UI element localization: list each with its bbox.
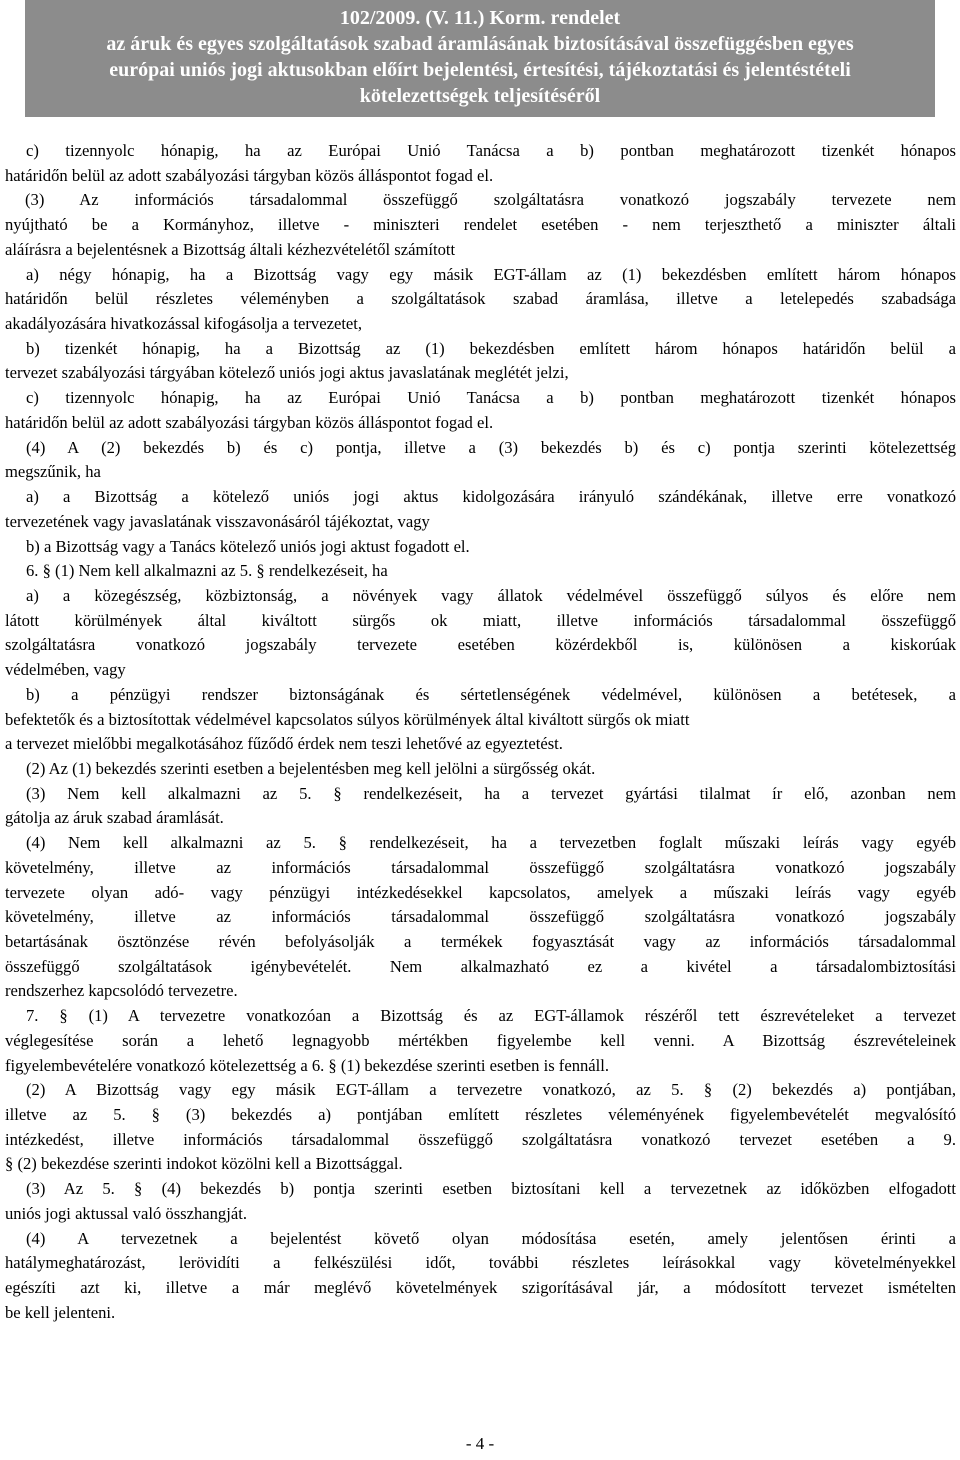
text-line: illetve az 5. § (3) bekezdés a) pontjában említett részletes véleményének figyelembevételét megvalósító [5, 1105, 956, 1125]
text-line: követelmény, illetve az információs társadalommal összefüggő szolgáltatásra vonatkozó jogszabály [5, 857, 956, 877]
text-line: (3) Nem kell alkalmazni az 5. § rendelkezéseit, ha a tervezet gyártási tilalmat ír elő, azonban nem [26, 783, 956, 803]
text-line: b) a Bizottság vagy a Tanács kötelező uniós jogi aktust fogadott el. [26, 536, 470, 556]
text-line: (4) Nem kell alkalmazni az 5. § rendelkezéseit, ha a tervezetben foglalt műszaki leírás vagy egyéb [26, 833, 956, 853]
text-line: b) a pénzügyi rendszer biztonságának és sértetlenségének védelmével, különösen a betétesek, a [26, 684, 956, 704]
text-line: határidőn belül az adott szabályozási tárgyban közös álláspontot fogad el. [5, 165, 494, 185]
text-line: c) tizennyolc hónapig, ha az Európai Unió Tanácsa a b) pontban meghatározott tizenkét hónapos [26, 388, 956, 408]
text-line: rendszerhez kapcsolódó tervezetre. [5, 981, 238, 1001]
header-subtitle-line-3: kötelezettségek teljesítéséről [359, 85, 601, 107]
text-line: akadályozására hivatkozással kifogásolja a tervezetet, [5, 314, 363, 334]
text-line: a) a közegészség, közbiztonság, a növények vagy állatok védelmével összefüggő súlyos és előre nem [26, 585, 956, 605]
page-number: - 4 - [465, 1434, 495, 1453]
text-line: tervezete olyan adó- vagy pénzügyi intézkedésekkel kapcsolatos, amelyek a műszaki leírás vagy egyéb [5, 882, 956, 902]
text-line: figyelembevételére vonatkozó kötelezettség a 6. § (1) bekezdése szerinti esetben is fennáll. [5, 1055, 610, 1075]
text-line: látott körülmények által kiváltott sürgős ok miatt, illetve információs társadalommal összefüggő [5, 610, 956, 630]
text-line: a tervezet mielőbbi megalkotásához fűződő érdek nem teszi lehetővé az egyeztetést. [5, 734, 563, 754]
text-line: tervezet szabályozási tárgyában kötelező uniós jogi aktus javaslatának meglétét jelzi, [5, 363, 569, 383]
text-line: a) négy hónapig, ha a Bizottság vagy egy másik EGT-állam az (1) bekezdésben említett három hónapos [26, 264, 956, 284]
text-line: tervezetének vagy javaslatának visszavonásáról tájékoztat, vagy [5, 511, 430, 531]
text-line: nyújtható be a Kormányhoz, illetve - miniszteri rendelet esetében - nem terjeszthető a miniszter általi [5, 215, 956, 235]
running-header [25, 0, 935, 117]
header-subtitle-line-2: európai uniós jogi aktusokban előírt bejelentési, értesítési, tájékoztatási és jelentéstételi [109, 59, 851, 81]
text-line: uniós jogi aktussal való összhangját. [5, 1203, 247, 1223]
header-subtitle-line-1: az áruk és egyes szolgáltatások szabad áramlásának biztosításával összefüggésben egyes [106, 33, 854, 55]
text-line: határidőn belül az adott szabályozási tárgyban közös álláspontot fogad el. [5, 412, 494, 432]
section-heading-line: 7. § (1) A tervezetre vonatkozóan a Bizottság és az EGT-államok részéről tett észrevételeket a tervezet [26, 1006, 956, 1026]
text-line: c) tizennyolc hónapig, ha az Európai Unió Tanácsa a b) pontban meghatározott tizenkét hónapos [26, 141, 956, 160]
text-line: véglegesítése során a lehető legnagyobb mértékben figyelembe kell venni. A Bizottság észrevételeinek [5, 1030, 956, 1050]
text-line: a) a Bizottság a kötelező uniós jogi aktus kidolgozására irányuló szándékának, illetve erre vonatkozó [26, 487, 956, 507]
text-line: befektetők és a biztosítottak védelmével kapcsolatos súlyos körülmények által kiváltott sürgős ok miatt [5, 709, 690, 729]
text-line: aláírásra a bejelentésnek a Bizottság általi kézhezvételétől számított [5, 239, 456, 259]
text-line: egészíti azt ki, illetve a már meglévő követelmények szigorításával jár, a módosított tervezet ismételten [5, 1278, 956, 1298]
text-line: (4) A (2) bekezdés b) és c) pontja, illetve a (3) bekezdés b) és c) pontja szerinti kötelezettség [26, 437, 956, 457]
text-line: gátolja az áruk szabad áramlását. [5, 808, 224, 828]
section-heading-line: 6. § (1) Nem kell alkalmazni az 5. § rendelkezéseit, ha [26, 561, 388, 581]
text-line: megszűnik, ha [5, 462, 101, 482]
text-line: (4) A tervezetnek a bejelentést követő olyan módosítása esetén, amely jelentősen érinti a [26, 1228, 956, 1248]
text-line: (3) Az információs társadalommal összefüggő szolgáltatásra vonatkozó jogszabály tervezete nem [25, 190, 956, 210]
text-line: intézkedést, illetve információs társadalommal összefüggő szolgáltatásra vonatkozó tervezet esetében a 9. [5, 1129, 956, 1149]
text-line: szolgáltatásra vonatkozó jogszabály tervezete esetében közérdekből is, különösen a kiskorúak [5, 635, 956, 655]
text-line: b) tizenkét hónapig, ha a Bizottság az (1) bekezdésben említett három hónapos határidőn belül a [26, 338, 956, 358]
text-line: követelmény, illetve az információs társadalommal összefüggő szolgáltatásra vonatkozó jogszabály [5, 907, 956, 927]
text-line: § (2) bekezdése szerinti indokot közölni kell a Bizottsággal. [5, 1154, 403, 1174]
text-line: betartásának ösztönzése révén befolyásolják a termékek fogyasztását vagy az információs társadalommal [5, 932, 956, 951]
document-body [5, 139, 956, 1326]
text-line: (2) Az (1) bekezdés szerinti esetben a bejelentésben meg kell jelölni a sürgősség okát. [26, 758, 596, 778]
text-line: összefüggő szolgáltatások igénybevételét. Nem alkalmazható ez a kivétel a társadalombiztosítási [5, 956, 956, 976]
header-title: 102/2009. (V. 11.) Korm. rendelet [339, 7, 621, 29]
text-line: védelmében, vagy [5, 660, 126, 680]
text-line: (2) A Bizottság vagy egy másik EGT-állam a tervezetre vonatkozó, az 5. § (2) bekezdés a) pontjában, [26, 1080, 956, 1100]
text-line: hatálymeghatározást, lerövidíti a felkészülési időt, további részletes leírásokkal vagy követelményekkel [5, 1253, 956, 1273]
text-line: határidőn belül részletes véleményben a szolgáltatások szabad áramlása, illetve a letelepedés szabadsága [5, 289, 956, 309]
text-line: be kell jelenteni. [5, 1302, 116, 1322]
text-line: (3) Az 5. § (4) bekezdés b) pontja szerinti esetben biztosítani kell a tervezetnek az időközben elfogadott [26, 1179, 956, 1199]
